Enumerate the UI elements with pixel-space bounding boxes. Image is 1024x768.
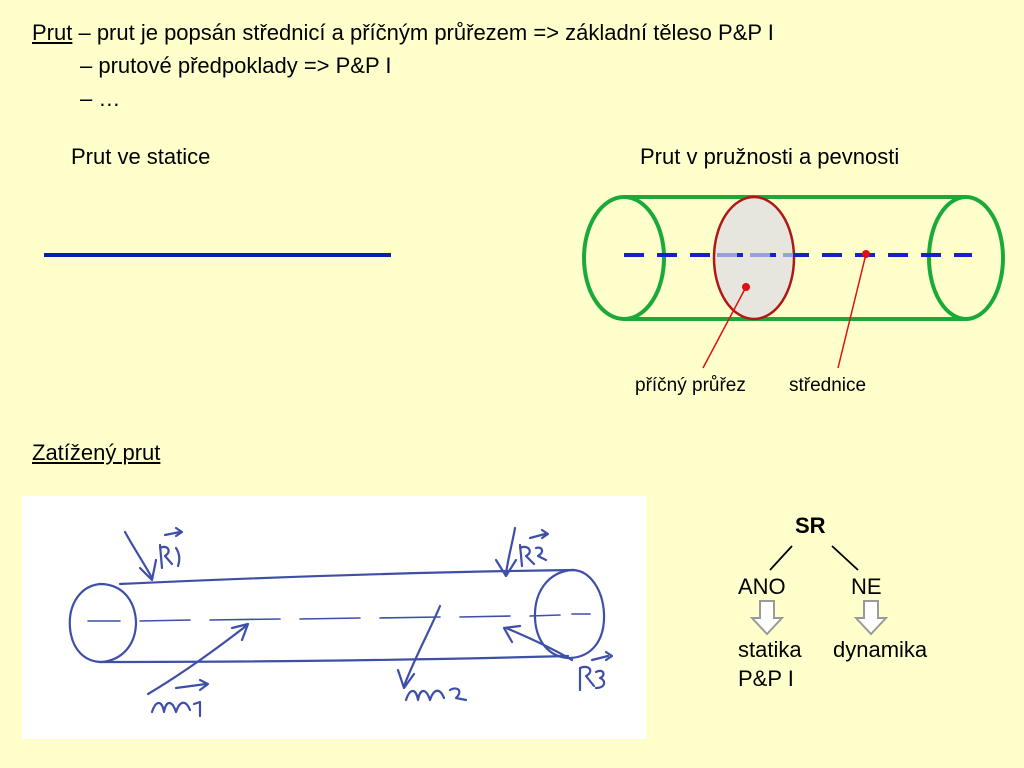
moment-m2-label [406,688,466,700]
moment-m1-arrow [148,626,246,694]
cross-section-label: příčný průřez [635,375,746,396]
force-f3-arrow [506,628,572,660]
ano-label: ANO [738,574,786,599]
sr-root: SR [795,513,826,538]
cross-section [714,197,794,319]
cylinder-left-end [584,197,664,319]
ne-label: NE [851,574,882,599]
axis-label: střednice [789,375,867,396]
force-f1-label [160,528,182,568]
loaded-bar-title: Zatížený prut [32,440,161,465]
sketch-left-end [70,584,136,662]
cylinder [584,197,1003,368]
ne-down-arrow [856,601,886,634]
intro-line-2: – prutové předpoklady => P&P I [80,53,392,78]
statika-label: statika [738,637,802,662]
ano-down-arrow [752,601,782,634]
force-f2-label [520,530,548,566]
intro-line-3: – … [80,86,121,111]
force-f3-label [580,652,612,690]
axis-pointer [838,254,866,368]
force-f1-arrow [125,532,152,578]
intro-line-1-text: – prut je popsán střednicí a příčným průřezem => základní těleso P&P I [72,20,774,45]
cylinder-right-end [929,197,1003,319]
sketch-bottom-edge [100,656,568,662]
sketch-axis [88,614,590,621]
pp-label: P&P I [738,666,794,691]
tree-branch-right [832,546,858,570]
tree-branch-left [770,546,792,570]
loaded-bar-sketch [70,528,612,716]
elasticity-title: Prut v pružnosti a pevnosti [640,144,900,169]
statics-title: Prut ve statice [71,144,211,169]
term-prut: Prut [32,20,73,45]
dynamika-label: dynamika [833,637,928,662]
